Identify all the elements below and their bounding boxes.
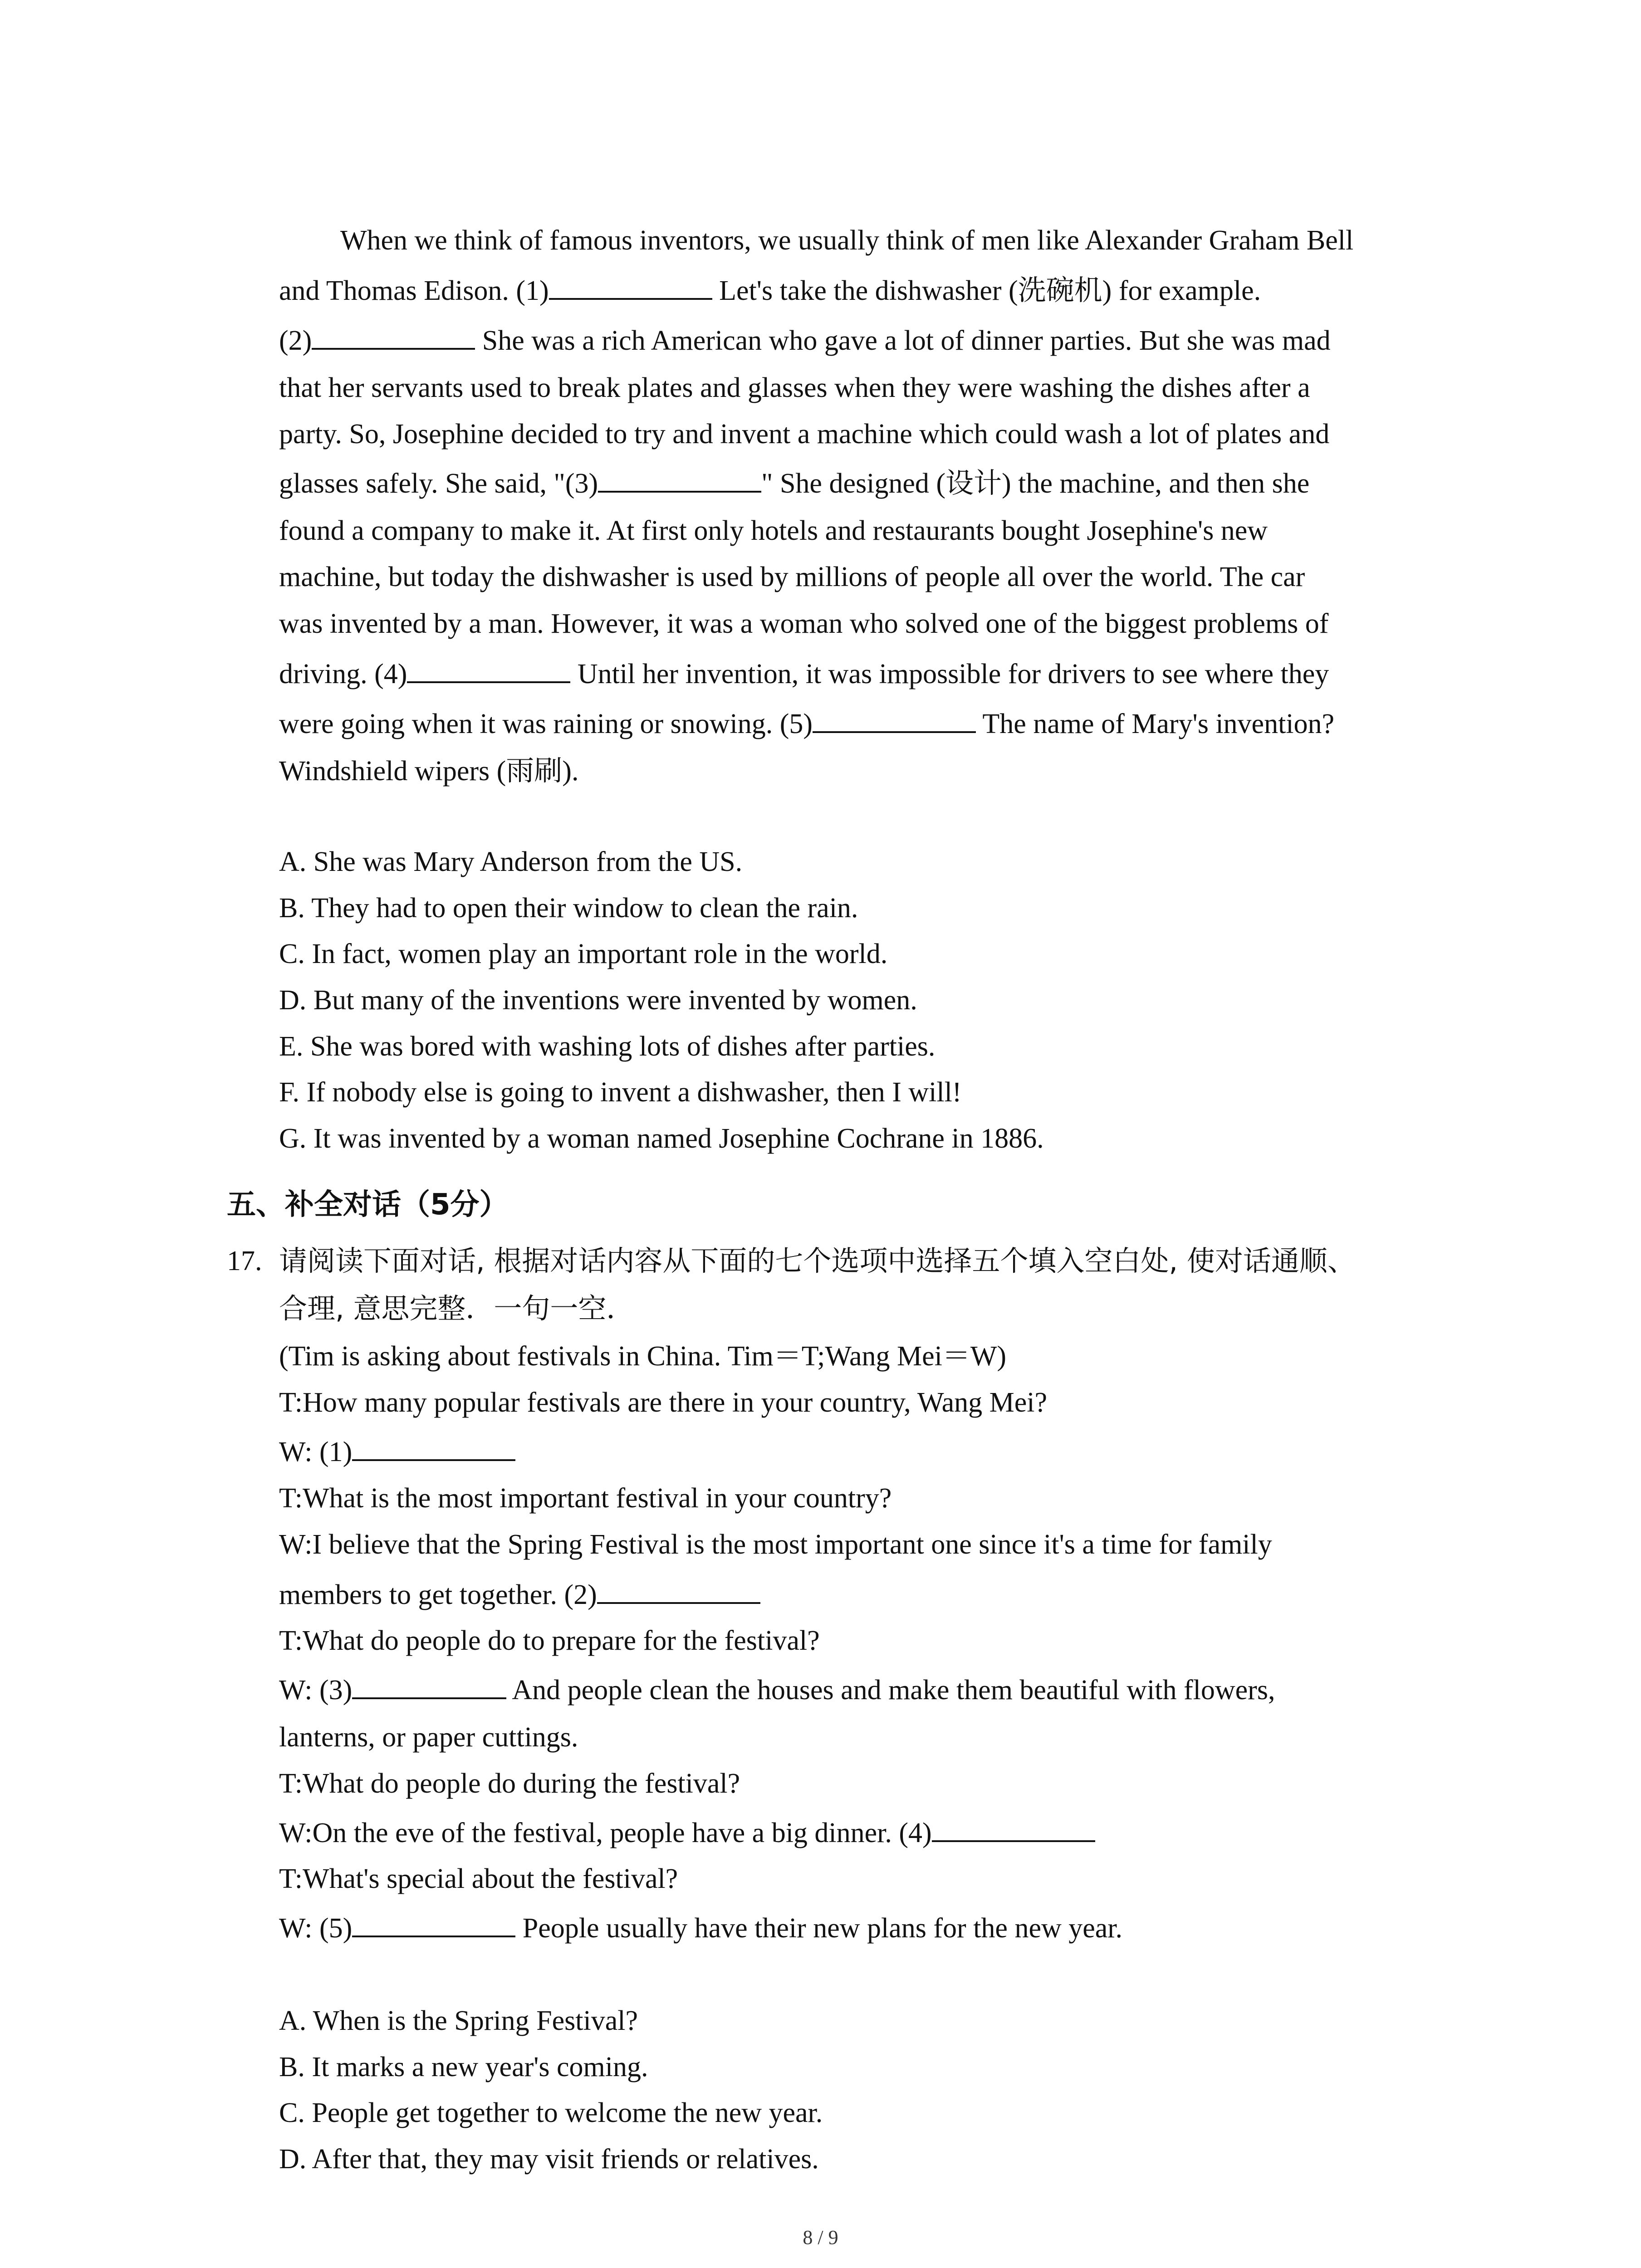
passage-text: Windshield wipers (雨刷). bbox=[279, 756, 579, 787]
passage-text: " She designed (设计) the machine, and then she bbox=[761, 468, 1310, 499]
dialogue-line bbox=[279, 1817, 1095, 1849]
dialogue-line bbox=[279, 1579, 760, 1611]
dialogue-text: W: (3) bbox=[279, 1675, 353, 1706]
passage-text: were going when it was raining or snowing. (5) bbox=[279, 709, 813, 739]
passage-text: glasses safely. She said, "(3) bbox=[279, 468, 598, 499]
dialogue-option-b: B. It marks a new year's coming. bbox=[279, 2052, 648, 2082]
answer-blank[interactable] bbox=[352, 1436, 515, 1461]
option-e: E. She was bored with washing lots of dishes after parties. bbox=[279, 1031, 936, 1062]
dialogue-text: W: (5) bbox=[279, 1913, 353, 1944]
dialogue-line: T:What's special about the festival? bbox=[279, 1863, 678, 1894]
dialogue-line bbox=[279, 1674, 1275, 1706]
dialogue-text: W: (1) bbox=[279, 1437, 353, 1467]
passage-line bbox=[279, 324, 1331, 357]
answer-blank[interactable] bbox=[598, 467, 761, 493]
passage-line bbox=[279, 274, 1261, 307]
answer-blank[interactable] bbox=[813, 708, 976, 733]
dialogue-line bbox=[279, 1436, 515, 1468]
answer-blank[interactable] bbox=[407, 658, 570, 683]
dialogue-text: W:On the eve of the festival, people have a big dinner. (4) bbox=[279, 1818, 932, 1848]
passage-text: was invented by a man. However, it was a woman who solved one of the biggest problems of bbox=[279, 608, 1329, 639]
option-d: D. But many of the inventions were invented by women. bbox=[279, 985, 917, 1016]
passage-text: When we think of famous inventors, we usually think of men like Alexander Graham Bell bbox=[340, 225, 1354, 256]
option-b: B. They had to open their window to clean the rain. bbox=[279, 893, 858, 924]
dialogue-line: T:What do people do during the festival? bbox=[279, 1768, 740, 1799]
section-heading: 五、补全对话（5分） bbox=[227, 1188, 509, 1222]
dialogue-option-d: D. After that, they may visit friends or relatives. bbox=[279, 2144, 819, 2175]
passage-line bbox=[340, 225, 1353, 256]
passage-line bbox=[279, 467, 1309, 499]
passage-text: and Thomas Edison. (1) bbox=[279, 275, 549, 306]
passage-text: machine, but today the dishwasher is used by millions of people all over the world. The car bbox=[279, 562, 1305, 592]
dialogue-line: T:What is the most important festival in your country? bbox=[279, 1483, 892, 1514]
question-number: 17. bbox=[227, 1246, 262, 1276]
instruction-line: 合理, 意思完整．一句一空． bbox=[279, 1292, 635, 1325]
option-g: G. It was invented by a woman named Josephine Cochrane in 1886. bbox=[279, 1123, 1044, 1154]
instruction-line: 请阅读下面对话, 根据对话内容从下面的七个选项中选择五个填入空白处, 使对话通顺、 bbox=[279, 1244, 1356, 1277]
passage-text: that her servants used to break plates and glasses when they were washing the dishes after a bbox=[279, 372, 1310, 403]
option-f: F. If nobody else is going to invent a dishwasher, then I will! bbox=[279, 1077, 962, 1108]
passage-text: found a company to make it. At first only hotels and restaurants bought Josephine's new bbox=[279, 515, 1268, 546]
passage-line bbox=[279, 561, 1305, 593]
page-number: 8 / 9 bbox=[803, 2226, 838, 2248]
passage-text: The name of Mary's invention? bbox=[976, 709, 1335, 739]
passage-text: Until her invention, it was impossible for drivers to see where they bbox=[570, 659, 1329, 689]
dialogue-line: T:What do people do to prepare for the festival? bbox=[279, 1625, 820, 1656]
answer-blank[interactable] bbox=[549, 274, 712, 300]
passage-line bbox=[279, 708, 1334, 740]
answer-blank[interactable] bbox=[312, 324, 475, 350]
answer-blank[interactable] bbox=[352, 1674, 506, 1699]
passage-text: She was a rich American who gave a lot of dinner parties. But she was mad bbox=[475, 325, 1331, 356]
passage-line bbox=[279, 658, 1329, 690]
dialogue-line: T:How many popular festivals are there in your country, Wang Mei? bbox=[279, 1387, 1047, 1418]
passage-line bbox=[279, 755, 578, 787]
dialogue-text: People usually have their new plans for the new year. bbox=[515, 1913, 1123, 1944]
option-a: A. She was Mary Anderson from the US. bbox=[279, 846, 743, 877]
option-c: C. In fact, women play an important role in the world. bbox=[279, 938, 888, 969]
passage-line bbox=[279, 372, 1310, 404]
dialogue-line bbox=[279, 1912, 1122, 1944]
dialogue-option-c: C. People get together to welcome the new year. bbox=[279, 2097, 823, 2128]
passage-text: (2) bbox=[279, 325, 312, 356]
passage-text: party. So, Josephine decided to try and invent a machine which could wash a lot of plates and bbox=[279, 419, 1330, 450]
answer-blank[interactable] bbox=[597, 1579, 760, 1604]
passage-text: driving. (4) bbox=[279, 659, 407, 689]
dialogue-text: members to get together. (2) bbox=[279, 1579, 597, 1610]
dialogue-context: (Tim is asking about festivals in China. Tim＝T;Wang Mei＝W) bbox=[279, 1341, 1007, 1372]
answer-blank[interactable] bbox=[352, 1912, 515, 1937]
dialogue-line: lanterns, or paper cuttings. bbox=[279, 1722, 578, 1753]
dialogue-text: And people clean the houses and make them beautiful with flowers, bbox=[506, 1675, 1275, 1706]
dialogue-line: W:I believe that the Spring Festival is the most important one since it's a time for family bbox=[279, 1529, 1272, 1560]
passage-line bbox=[279, 608, 1328, 640]
dialogue-option-a: A. When is the Spring Festival? bbox=[279, 2005, 638, 2036]
answer-blank[interactable] bbox=[932, 1817, 1095, 1842]
passage-line bbox=[279, 418, 1329, 450]
passage-line bbox=[279, 515, 1268, 547]
passage-text: Let's take the dishwasher (洗碗机) for example. bbox=[712, 275, 1261, 306]
